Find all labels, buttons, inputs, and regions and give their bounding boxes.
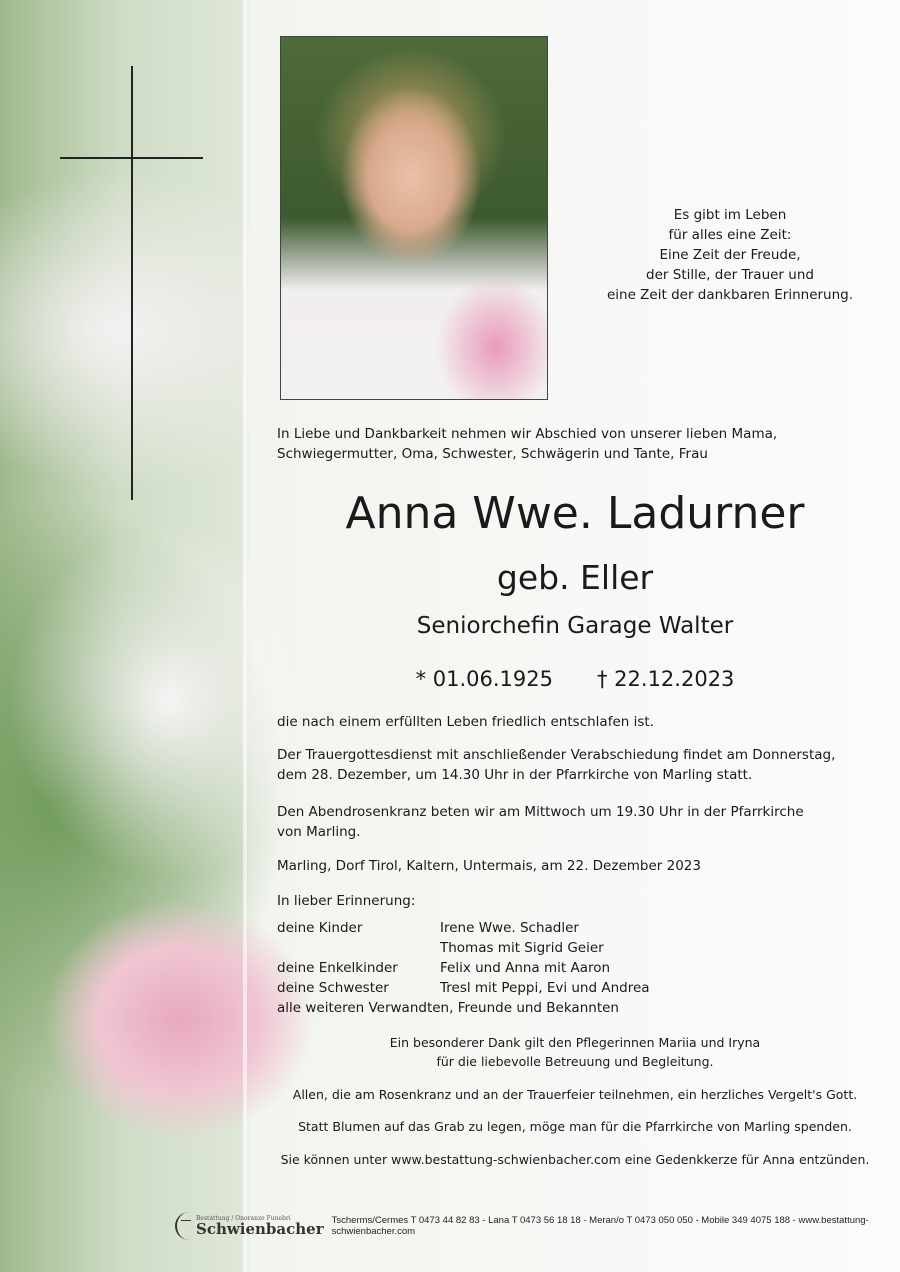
logo-name: Schwienbacher <box>196 1220 324 1238</box>
intro-line: Schwiegermutter, Oma, Schwester, Schwägerin und Tante, Frau <box>277 446 708 462</box>
paragraph-line: dem 28. Dezember, um 14.30 Uhr in der Pfarrkirche von Marling statt. <box>277 767 753 783</box>
poem-line: eine Zeit der dankbaren Erinnerung. <box>606 287 854 303</box>
mourners-list <box>277 918 650 1018</box>
closing-line: Statt Blumen auf das Grab zu legen, möge man für die Pfarrkirche von Marling spenden. <box>298 1119 852 1134</box>
intro <box>277 424 777 464</box>
paragraph-line: Den Abendrosenkranz beten wir am Mittwoch um 19.30 Uhr in der Pfarrkirche <box>277 804 804 820</box>
mourners-all: alle weiteren Verwandten, Freunde und Bekannten <box>277 1000 619 1016</box>
paragraph-line: Marling, Dorf Tirol, Kaltern, Untermais, am 22. Dezember 2023 <box>277 858 701 874</box>
paragraph-line: die nach einem erfüllten Leben friedlich entschlafen ist. <box>277 714 654 730</box>
footer-contact: Tscherms/Cermes T 0473 44 82 83 - Lana T 0473 56 18 18 - Meran/o T 0473 050 050 - Mobile 349 4075 188 - www.bestattung-schwienbacher.com <box>331 1215 869 1237</box>
relation: deine Enkelkinder <box>277 960 398 976</box>
relation: deine Kinder <box>277 920 363 936</box>
paragraph-service <box>277 745 835 785</box>
deceased-title: Seniorchefin Garage Walter <box>416 613 734 639</box>
closing-line: Sie können unter www.bestattung-schwienbacher.com eine Gedenkkerze für Anna entzünden. <box>280 1152 870 1167</box>
paragraph-line: In lieber Erinnerung: <box>277 893 416 909</box>
place-date <box>277 856 701 876</box>
thanks-line: für die liebevolle Betreuung und Begleitung. <box>436 1054 714 1069</box>
paragraph-line: Der Trauergottesdienst mit anschließender Verabschiedung findet am Donnerstag, <box>277 747 836 763</box>
deceased-name: Anna Wwe. Ladurner <box>345 488 805 539</box>
mourner-row <box>277 958 650 978</box>
cross-icon-bar <box>60 157 203 159</box>
death-date: † 22.12.2023 <box>597 667 735 691</box>
relation: deine Schwester <box>277 980 389 996</box>
names: Felix und Anna mit Aaron <box>440 960 611 976</box>
closing-line: Allen, die am Rosenkranz und an der Trauerfeier teilnehmen, ein herzliches Vergelt's Gott. <box>292 1087 858 1102</box>
poem-line: der Stille, der Trauer und <box>646 267 814 283</box>
poem-line: Eine Zeit der Freude, <box>659 247 801 263</box>
life-dates <box>250 664 900 694</box>
logo-cross-icon <box>175 1212 193 1240</box>
names: Irene Wwe. Schadler <box>440 920 579 936</box>
mourner-row <box>277 978 650 998</box>
poem-line: Es gibt im Leben <box>673 207 787 223</box>
paragraph-line: von Marling. <box>277 824 361 840</box>
paragraph-rosary <box>277 802 804 842</box>
footer <box>175 1212 900 1240</box>
names: Tresl mit Peppi, Evi und Andrea <box>440 980 650 996</box>
intro-line: In Liebe und Dankbarkeit nehmen wir Abschied von unserer lieben Mama, <box>277 426 778 442</box>
poem <box>560 205 900 305</box>
cross-icon <box>131 66 133 500</box>
thanks-line: Ein besonderer Dank gilt den Pflegerinnen Mariia und Iryna <box>389 1035 761 1050</box>
funeral-home-logo <box>175 1212 324 1240</box>
relation <box>277 938 440 958</box>
names: Thomas mit Sigrid Geier <box>440 940 604 956</box>
logo-subtitle: Bestattung / Onoranze Funebri <box>196 1215 291 1222</box>
mourner-row <box>277 938 650 958</box>
thanks <box>250 1033 900 1071</box>
paragraph <box>277 712 654 732</box>
birth-date: * 01.06.1925 <box>415 667 553 691</box>
portrait-photo <box>280 36 548 400</box>
flower-strip-edge <box>243 0 247 1272</box>
birth-name: geb. Eller <box>496 558 654 597</box>
poem-line: für alles eine Zeit: <box>668 227 792 243</box>
memory-heading <box>277 891 415 911</box>
mourner-row <box>277 918 650 938</box>
